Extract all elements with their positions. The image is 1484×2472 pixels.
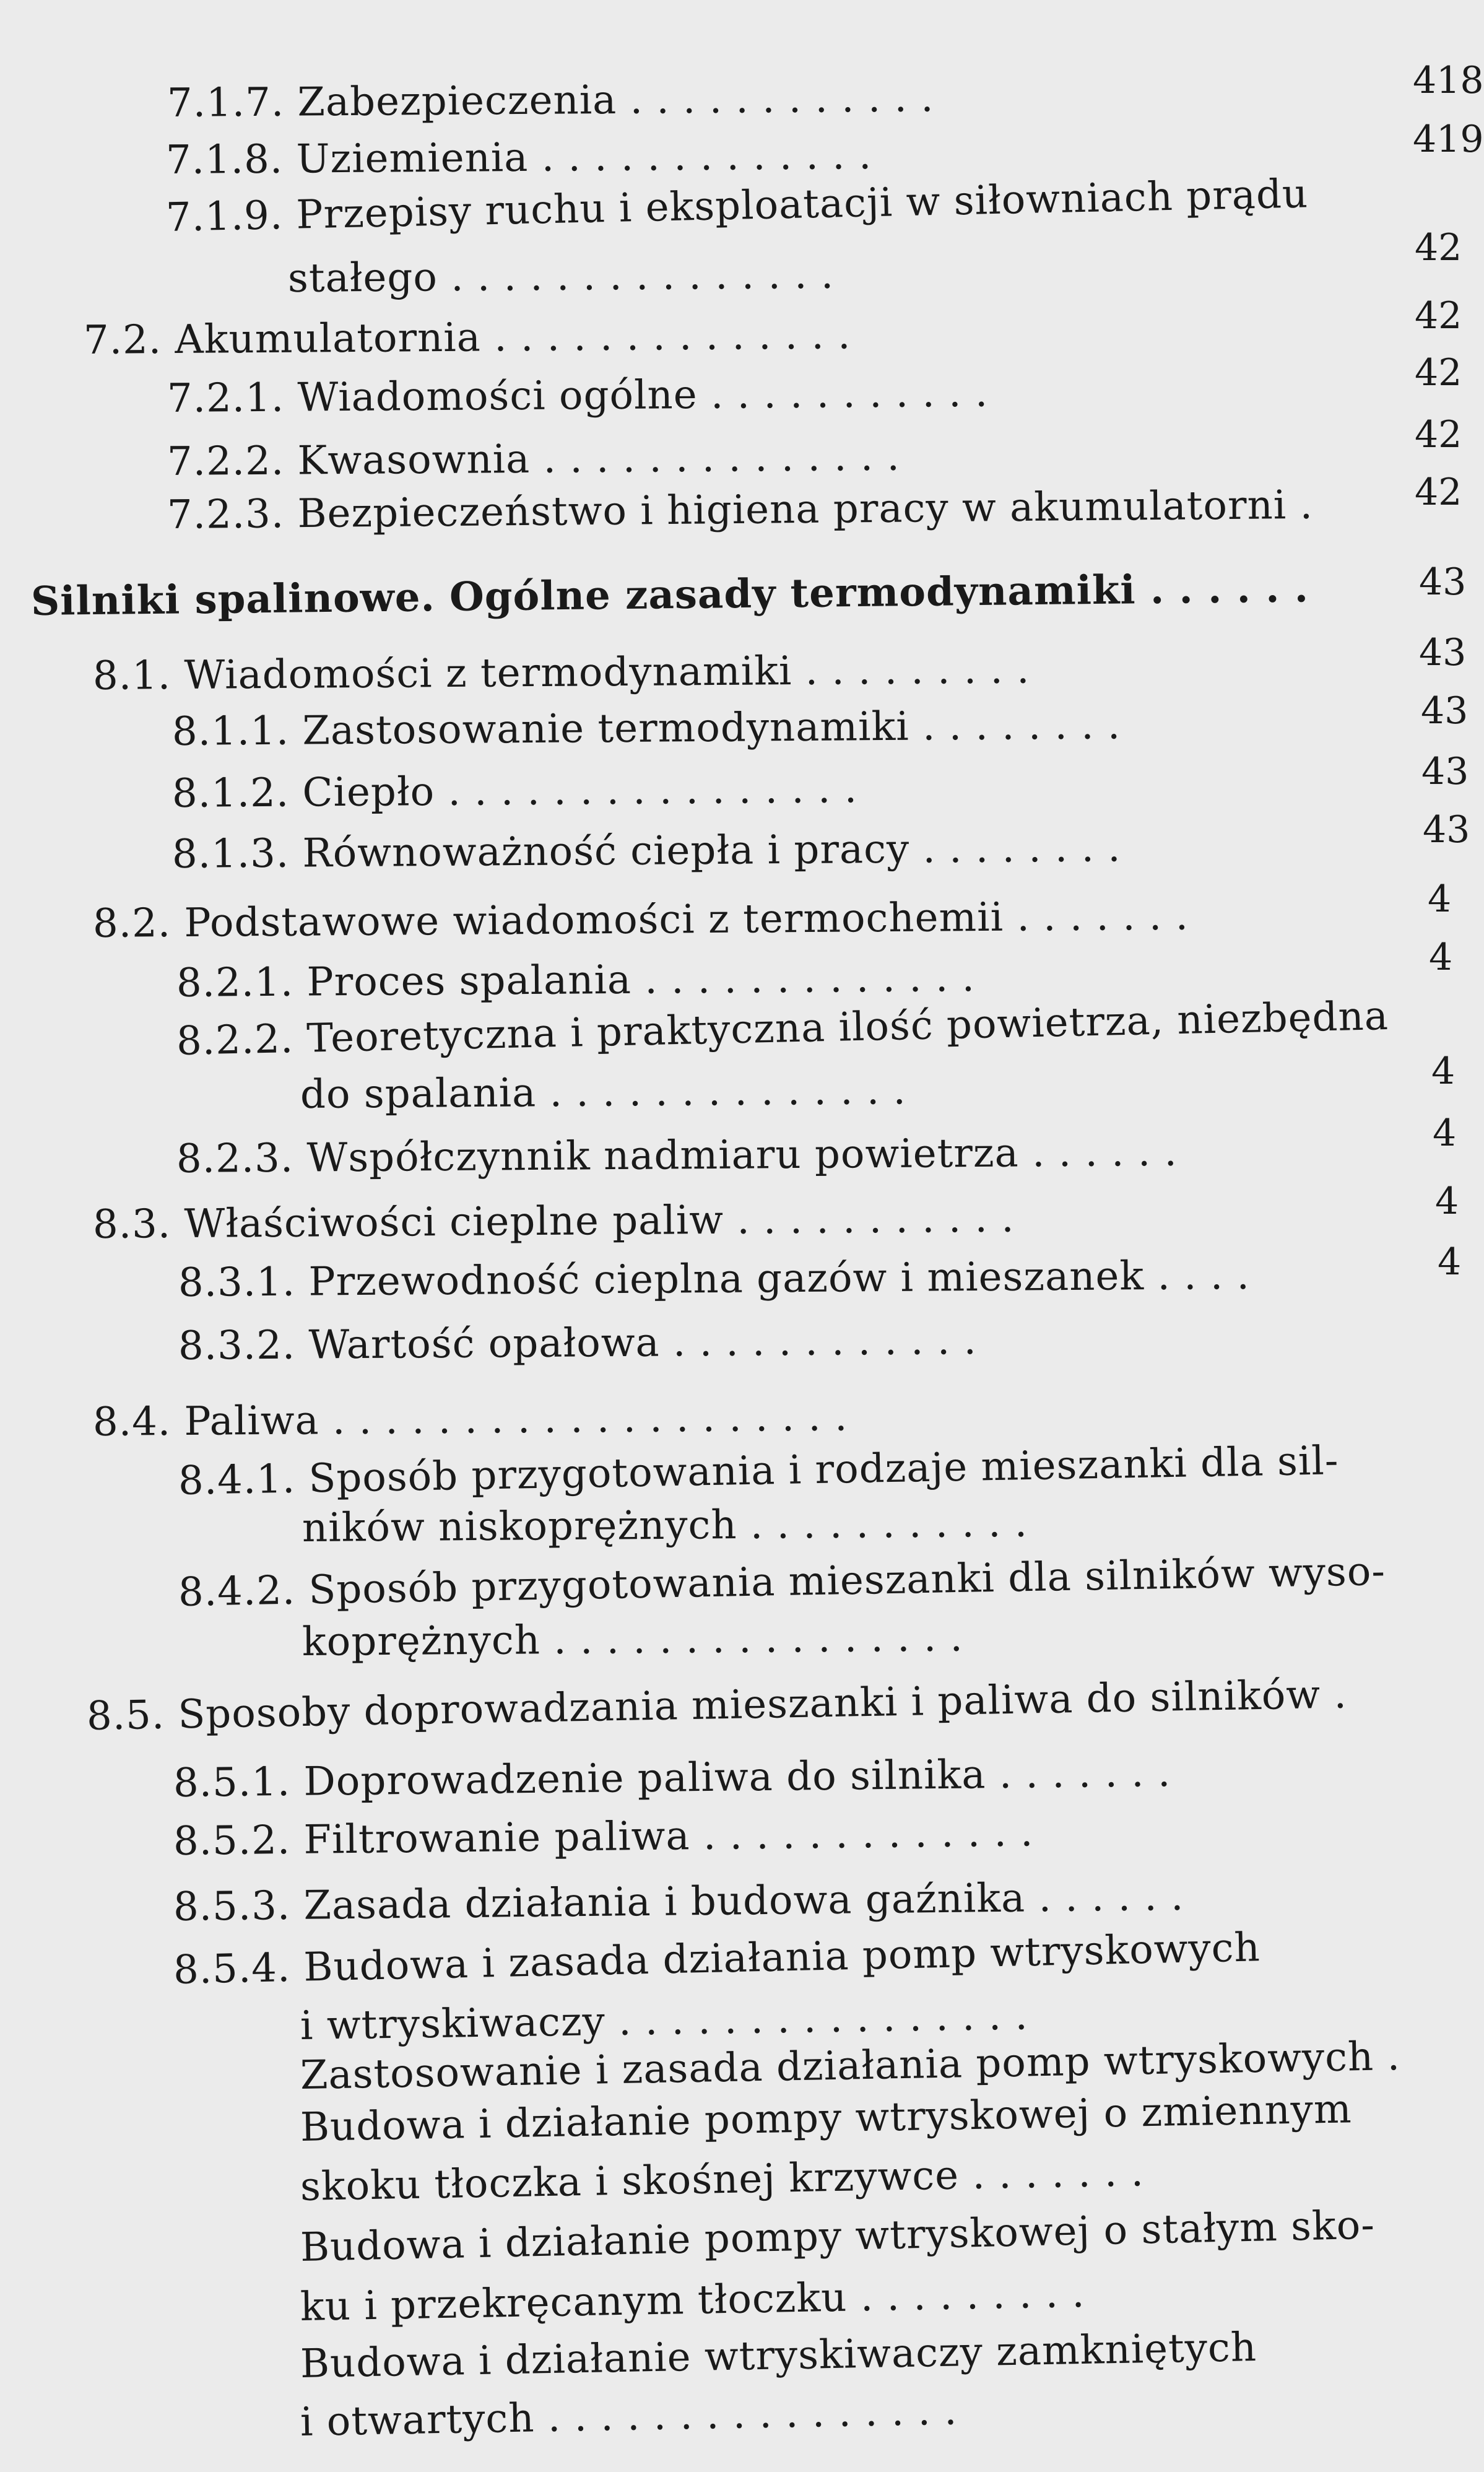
toc-entry: 8.4. Paliwa . . . . . . . . . . . . . . . . . . . . [92, 1394, 848, 1445]
page-number: 43 [1423, 808, 1470, 851]
page-number: 43 [1421, 689, 1469, 733]
page-number: 42 [1415, 294, 1462, 337]
toc-entry-cont: Budowa i działanie wtryskiwaczy zamkniętych [300, 2325, 1257, 2387]
page-number: 418 [1413, 59, 1484, 102]
toc-entry-cont: ników niskoprężnych . . . . . . . . . . . [302, 1500, 1028, 1551]
chapter-heading: Silniki spalinowe. Ogólne zasady termodynamiki . . . . . . [30, 565, 1309, 625]
toc-entry: 7.2. Akumulatornia . . . . . . . . . . . . . . [83, 312, 851, 363]
toc-entry: 7.2.3. Bezpieczeństwo i higiena pracy w akumulatorni . [167, 482, 1314, 538]
toc-entry: 7.2.2. Kwasownia . . . . . . . . . . . . . . [167, 433, 901, 485]
toc-entry-cont: do spalania . . . . . . . . . . . . . . [300, 1068, 907, 1118]
toc-entry: 8.5.2. Filtrowanie paliwa . . . . . . . . . . . . . [173, 1809, 1034, 1865]
page-number: 4 [1431, 1050, 1456, 1093]
toc-entry: 8.1. Wiadomości z termodynamiki . . . . . . . . . [92, 646, 1030, 699]
page-number: 419 [1413, 118, 1484, 161]
toc-entry: 8.3.2. Wartość opałowa . . . . . . . . . . . . [178, 1317, 978, 1369]
toc-entry: 8.5.4. Budowa i zasada działania pomp wtryskowych [173, 1925, 1261, 1993]
toc-entry: 7.1.9. Przepisy ruchu i eksploatacji w siłowniach prądu [165, 171, 1309, 241]
page-number: 42 [1415, 226, 1462, 269]
toc-entry-cont: i wtryskiwaczy . . . . . . . . . . . . . . . . [300, 1993, 1029, 2049]
toc-entry: 8.2.3. Współczynnik nadmiaru powietrza . . . . . . [176, 1129, 1178, 1182]
page-number: 43 [1419, 631, 1467, 674]
page-number: 4 [1429, 936, 1453, 979]
toc-entry: 7.1.7. Zabezpieczenia . . . . . . . . . . . . [167, 75, 934, 126]
toc-entry: 8.3. Właściwości cieplne paliw . . . . . . . . . . . [92, 1195, 1015, 1248]
page-number: 4 [1435, 1180, 1459, 1223]
page-number: 42 [1415, 351, 1462, 394]
toc-entry-cont: skoku tłoczka i skośnej krzywce . . . . . . . [300, 2149, 1145, 2210]
page-number: 42 [1415, 471, 1462, 514]
toc-entry: 8.1.3. Równoważność ciepła i pracy . . . . . . . . [171, 825, 1121, 877]
toc-entry: 8.1.2. Ciepło . . . . . . . . . . . . . . . . [171, 766, 858, 817]
toc-entry: 8.1.1. Zastosowanie termodynamiki . . . . . . . . [171, 702, 1121, 755]
toc-entry-cont: Zastosowanie i zasada działania pomp wtryskowych . [300, 2033, 1401, 2099]
toc-entry: 7.2.1. Wiadomości ogólne . . . . . . . . . . . [167, 370, 989, 422]
toc-entry-cont: koprężnych . . . . . . . . . . . . . . . . [302, 1614, 964, 1665]
page-number: 4 [1438, 1240, 1462, 1284]
toc-entry-cont: Budowa i działanie pompy wtryskowej o stałym sko- [300, 2202, 1376, 2271]
toc-entry: 8.2.1. Proces spalania . . . . . . . . . . . . . [176, 954, 976, 1006]
toc-entry: 8.2. Podstawowe wiadomości z termochemii . . . . . . . [92, 893, 1189, 947]
toc-entry: 8.4.1. Sposób przygotowania i rodzaje mieszanki dla sil- [178, 1438, 1339, 1504]
toc-entry: 8.2.2. Teoretyczna i praktyczna ilość powietrza, niezbędna [176, 993, 1389, 1064]
toc-entry: 8.4.2. Sposób przygotowania mieszanki dla silników wyso- [178, 1548, 1386, 1616]
toc-entry: 8.3.1. Przewodność cieplna gazów i mieszanek . . . . [178, 1252, 1251, 1306]
toc-entry: 7.1.8. Uziemienia . . . . . . . . . . . . . [165, 133, 872, 183]
toc-entry: 8.5.3. Zasada działania i budowa gaźnika . . . . . . [173, 1873, 1184, 1930]
toc-entry-cont: i otwartych . . . . . . . . . . . . . . . . [300, 2388, 958, 2445]
page-number: 43 [1421, 750, 1469, 793]
toc-entry-cont: stałego . . . . . . . . . . . . . . . [287, 251, 835, 302]
page-number: 43 [1419, 560, 1467, 604]
page-number: 4 [1428, 877, 1452, 921]
toc-entry-cont: ku i przekręcanym tłoczku . . . . . . . . . [300, 2270, 1086, 2330]
toc-entry-cont: Budowa i działanie pompy wtryskowej o zmiennym [300, 2086, 1353, 2151]
toc-entry: 8.5. Sposoby doprowadzania mieszanki i paliwa do silników . [86, 1671, 1348, 1739]
page-number: 42 [1415, 413, 1462, 456]
toc-entry: 8.5.1. Doprowadzenie paliwa do silnika . . . . . . . [173, 1750, 1171, 1806]
page-number: 4 [1433, 1112, 1457, 1155]
